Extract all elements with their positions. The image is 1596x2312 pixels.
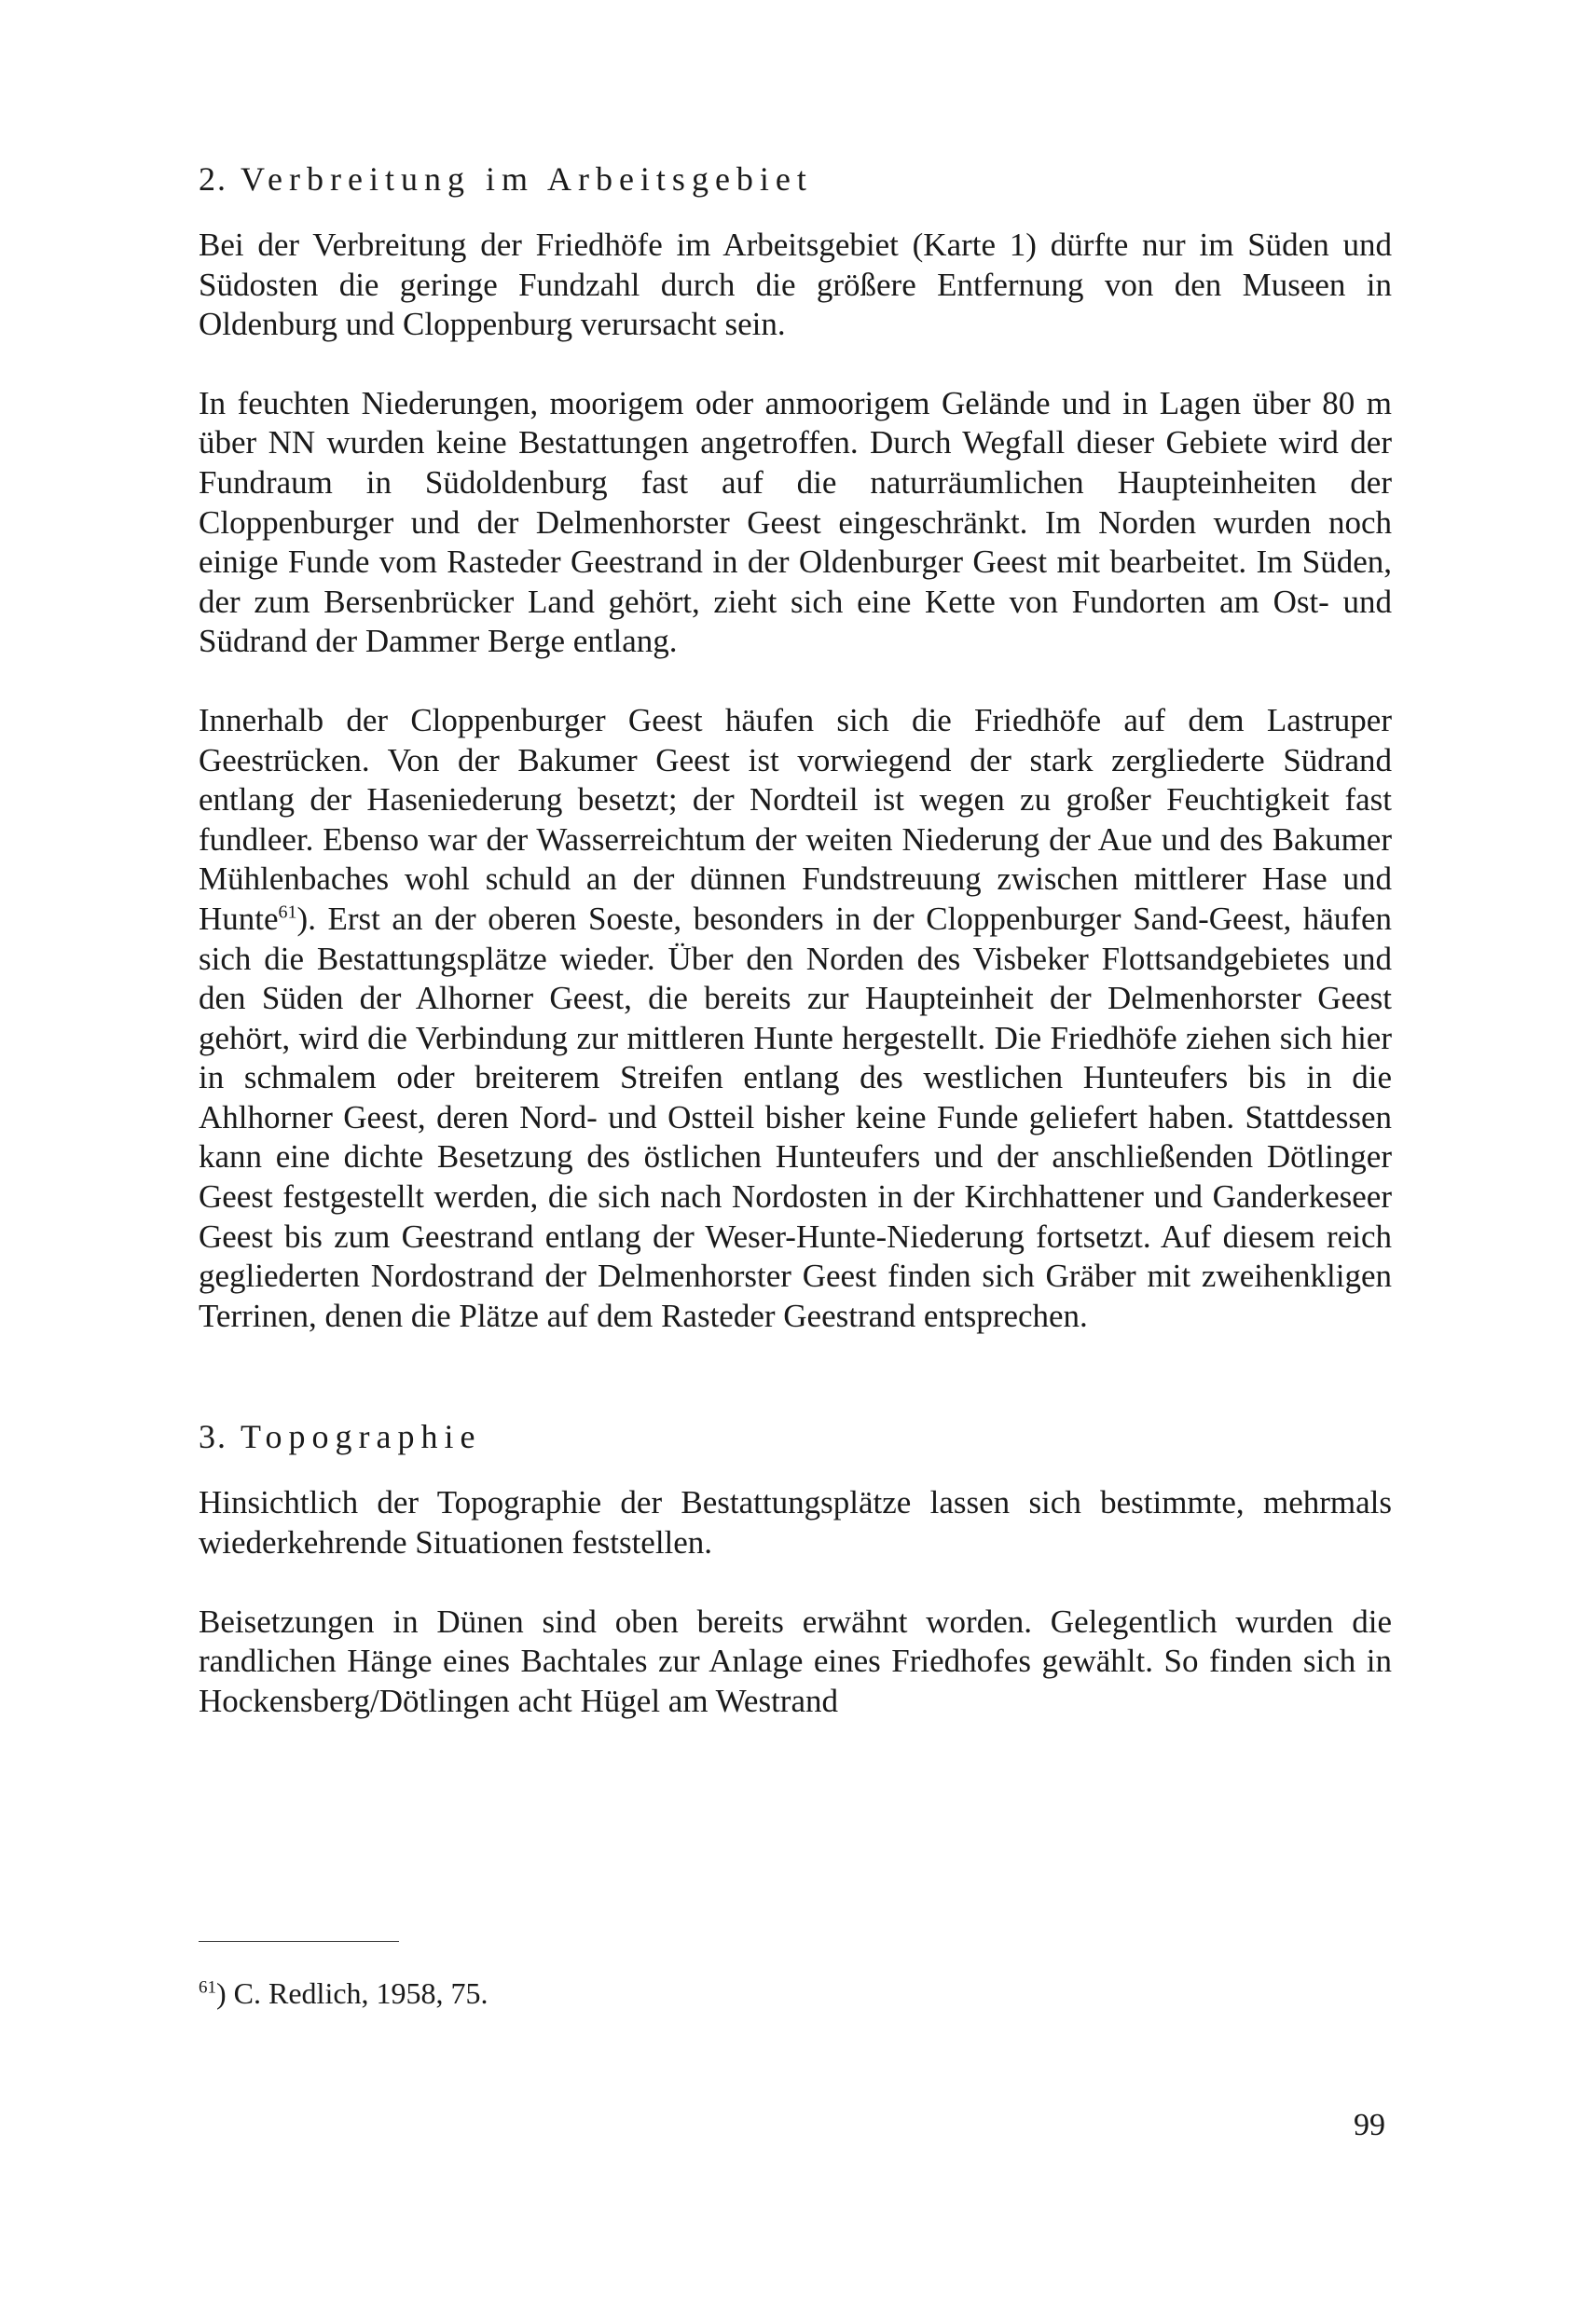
page-number: 99	[1354, 2108, 1385, 2142]
section-number: 3.	[199, 1418, 227, 1456]
section-heading-verbreitung	[199, 158, 1392, 200]
footnote-mark: 61	[199, 1977, 216, 1998]
paragraph-text: Innerhalb der Cloppenburger Geest häufen sich die Friedhöfe auf dem Lastruper Geestrücken. Von der Bakumer Geest ist vorwiegend der stark zergliederte Südrand entlang der Haseniederung besetzt; der Nordteil ist wegen zu großer Feuchtigkeit fast fundleer. Ebenso war der Wasserreichtum der weiten Niederung der Aue und des Bakumer Mühlenbaches wohl schuld an der dünnen Fundstreuung zwischen mittlerer Hase und Hunte	[199, 701, 1392, 937]
page-body	[199, 158, 1392, 1760]
paragraph	[199, 701, 1392, 1337]
footnote-reference[interactable]: 61	[278, 901, 297, 923]
footnote-text: ) C. Redlich, 1958, 75.	[216, 1976, 488, 2010]
section-heading-topographie	[199, 1416, 1392, 1457]
paragraph: Beisetzungen in Dünen sind oben bereits erwähnt worden. Gelegentlich wurden die randlichen Hänge eines Bachtales zur Anlage eines Friedhofes gewählt. So finden sich in Hockensberg/Dötlingen acht Hügel am Westrand	[199, 1603, 1392, 1719]
paragraph: Hinsichtlich der Topographie der Bestattungsplätze lassen sich bestimmte, mehrmals wiederkehrende Situationen feststellen.	[199, 1484, 1392, 1562]
section-title: Verbreitung im Arbeitsgebiet	[241, 160, 813, 198]
footnote	[199, 1975, 488, 2012]
section-number: 2.	[199, 160, 227, 198]
section-title: Topographie	[241, 1418, 482, 1456]
paragraph: Bei der Verbreitung der Friedhöfe im Arbeitsgebiet (Karte 1) dürfte nur im Süden und Südosten die geringe Fundzahl durch die größere Entfernung von den Museen in Oldenburg und Cloppenburg verursacht sein.	[199, 227, 1392, 343]
paragraph: In feuchten Niederungen, moorigem oder anmoorigem Gelände und in Lagen über 80 m über NN wurden keine Bestattungen angetroffen. Durch Wegfall dieser Gebiete wird der Fundraum in Südoldenburg fast auf die naturräumlichen Haupteinheiten der Cloppenburger und der Delmenhorster Geest eingeschränkt. Im Norden wurden noch einige Funde vom Rasteder Geestrand in der Oldenburger Geest mit bearbeitet. Im Süden, der zum Bersenbrücker Land gehört, zieht sich eine Kette von Fundorten am Ost- und Südrand der Dammer Berge entlang.	[199, 384, 1392, 660]
footnote-divider	[199, 1941, 399, 1942]
paragraph-text: ). Erst an der oberen Soeste, besonders in der Cloppenburger Sand-Geest, häufen sich die Bestattungsplätze wieder. Über den Norden des Visbeker Flottsandgebietes und den Süden der Alhorner Geest, die bereits zur Haupteinheit der Delmenhorster Geest gehört, wird die Verbindung zur mittleren Hunte hergestellt. Die Friedhöfe ziehen sich hier in schmalem oder breiterem Streifen entlang des westlichen Hunteufers bis in die Ahlhorner Geest, deren Nord- und Ostteil bisher keine Funde geliefert haben. Stattdessen kann eine dichte Besetzung des östlichen Hunteufers und der anschließenden Dötlinger Geest festgestellt werden, die sich nach Nordosten in der Kirchhattener und Ganderkeseer Geest bis zum Geestrand entlang der Weser-Hunte-Niederung fortsetzt. Auf diesem reich gegliederten Nordostrand der Delmenhorster Geest finden sich Gräber mit zweihenkligen Terrinen, denen die Plätze auf dem Rasteder Geestrand entsprechen.	[199, 900, 1392, 1334]
